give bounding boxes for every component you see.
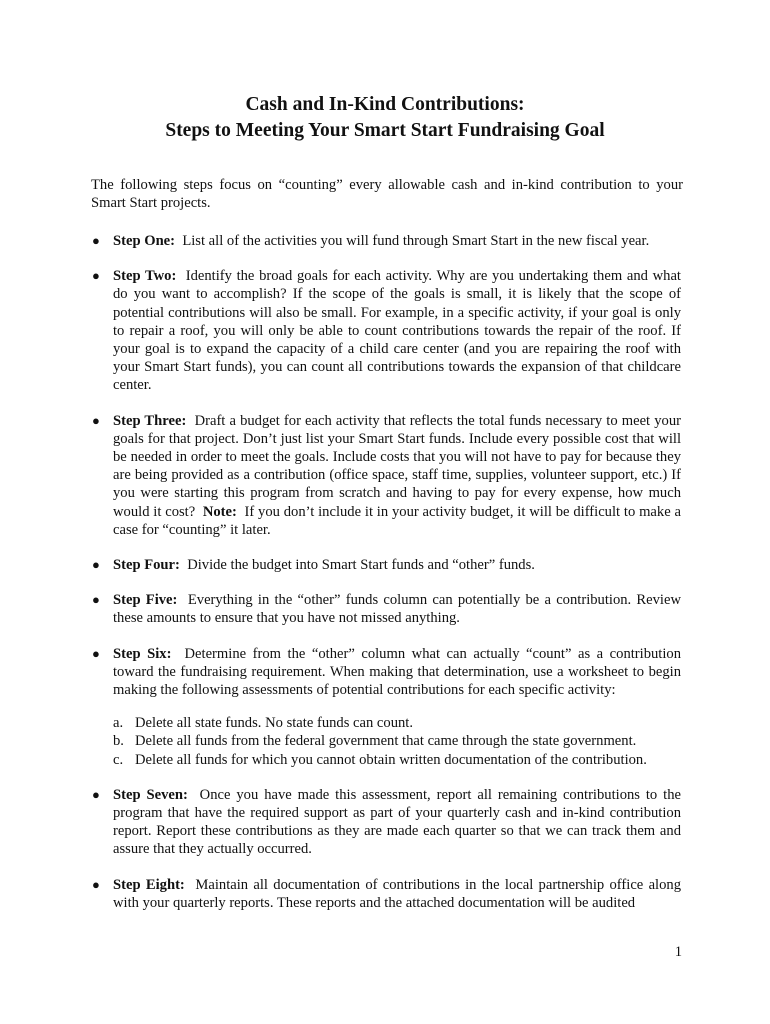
bullet-icon: ● — [92, 645, 100, 661]
step-six — [92, 645, 682, 769]
step-label: Step One: — [113, 233, 183, 249]
bullet-icon: ● — [92, 876, 100, 892]
sublist-text: Delete all state funds. No state funds can count. — [135, 715, 414, 732]
sublist-letter: c. — [113, 751, 124, 768]
step-text: Once you have made this assessment, report all remaining contributions to the program that have the required support as part of your quarterly cash and in-kind contribution report. Report these contributions as they are made each quarter so that we can track them and assure that they actually occurred. — [113, 786, 681, 858]
note-label: Note: — [202, 503, 245, 520]
sublist-text: Delete all funds from the federal government that came through the state government. — [135, 733, 637, 750]
bullet-icon: ● — [92, 557, 100, 573]
document-title — [0, 92, 770, 144]
step-label: Step Two: — [113, 268, 186, 285]
sublist-item — [113, 714, 681, 732]
bullet-icon: ● — [92, 268, 100, 284]
step-three — [92, 412, 681, 539]
step-text: List all of the activities you will fund through Smart Start in the new fiscal year. — [182, 233, 650, 249]
sublist-letter: a. — [113, 715, 124, 732]
step-text: Maintain all documentation of contributions in the local partnership office along with your quarterly reports. These reports and the attached documentation will be audited — [113, 876, 681, 911]
step-label: Step Six: — [113, 645, 185, 662]
step-six-sublist — [113, 714, 681, 769]
sublist-item — [113, 732, 681, 750]
bullet-icon: ● — [92, 592, 100, 608]
step-label: Step Five: — [113, 592, 188, 609]
intro-paragraph: The following steps focus on “counting” every allowable cash and in-kind contribution to your Smart Start projects. — [91, 177, 683, 212]
sublist-text: Delete all funds for which you cannot obtain written documentation of the contribution. — [135, 751, 647, 768]
title-line-2: Steps to Meeting Your Smart Start Fundraising Goal — [165, 120, 605, 141]
step-label: Step Three: — [113, 412, 195, 429]
step-text: Determine from the “other” column what can actually “count” as a contribution toward the fundraising requirement. When making that determination, use a worksheet to begin making the following assessments of potential contributions for each specific activity: — [113, 645, 682, 699]
step-eight — [92, 876, 681, 912]
step-label: Step Eight: — [113, 876, 196, 893]
bullet-icon: ● — [92, 412, 100, 428]
sublist-item — [113, 751, 681, 769]
step-text: Identify the broad goals for each activity. Why are you undertaking them and what do you want to accomplish? If the scope of the goals is small, it is likely that the scope of potential contributions will also be small. For example, in a specific activity, if your goal is only to repair a roof, you will only be able to count contributions towards the repair of the roof. If your goal is to expand the capacity of a child care center (and you are repairing the roof with your Smart Start funds), you can count all contributions towards the expansion of that childcare center. — [113, 268, 681, 394]
page-number: 1 — [674, 944, 682, 960]
step-label: Step Four: — [113, 557, 188, 574]
note-text: If you don’t include it in your activity budget, it will be difficult to make a case for “counting” it later. — [113, 503, 681, 538]
bullet-icon: ● — [92, 233, 100, 248]
step-text: Divide the budget into Smart Start funds and “other” funds. — [187, 557, 535, 574]
step-seven — [92, 786, 681, 859]
step-one — [92, 232, 681, 250]
title-line-1: Cash and In-Kind Contributions: — [245, 94, 525, 115]
step-five — [92, 591, 681, 627]
step-text: Everything in the “other” funds column can potentially be a contribution. Review these amounts to ensure that you have not missed anything. — [113, 592, 681, 627]
sublist-letter: b. — [113, 733, 124, 750]
bullet-icon: ● — [92, 786, 100, 802]
step-four — [92, 556, 681, 574]
steps-list — [0, 232, 770, 929]
step-text: Draft a budget for each activity that reflects the total funds necessary to meet your goals for that project. Don’t just list your Smart Start funds. Include every possible cost that will be needed in order to meet the goals. Include costs that you will not have to pay for because they are being provided as a contribution (office space, staff time, supplies, volunteer support, etc.) If you were starting this program from scratch and having to pay for every expense, how much would it cost? — [113, 412, 681, 520]
step-label: Step Seven: — [113, 786, 200, 803]
step-two — [92, 267, 681, 394]
